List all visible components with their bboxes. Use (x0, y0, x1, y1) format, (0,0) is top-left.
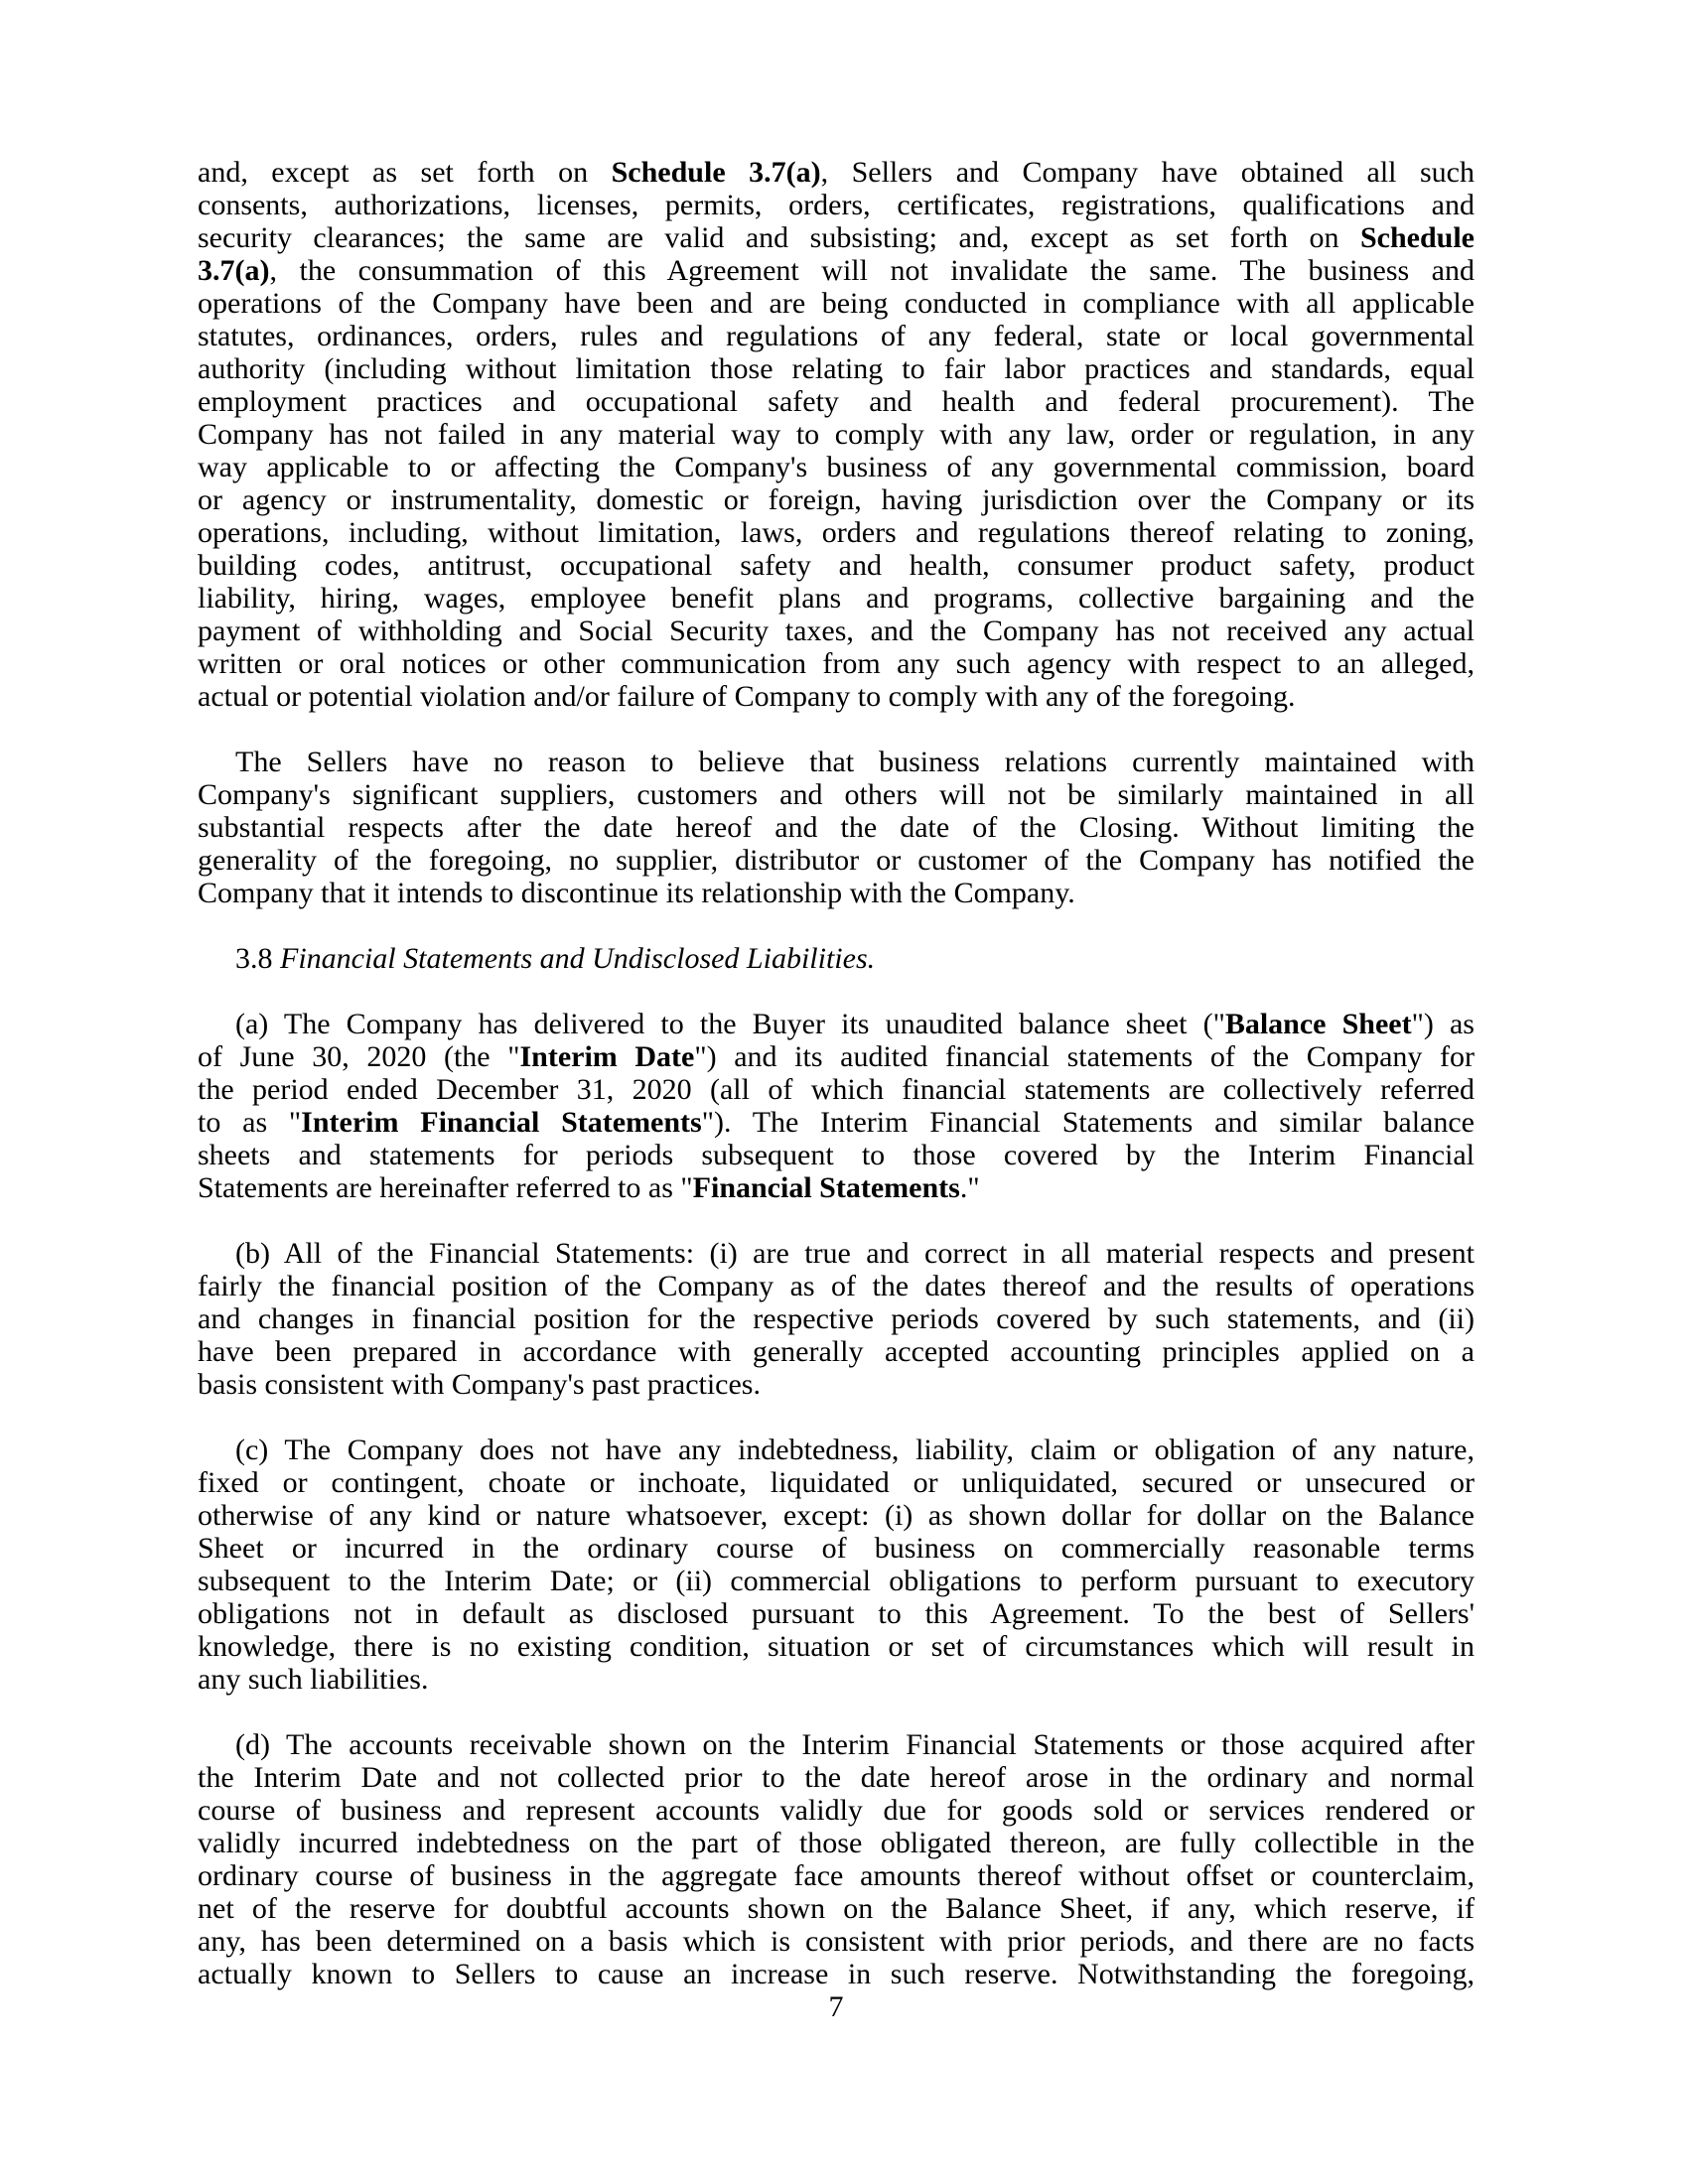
text-line (198, 614, 1475, 647)
text-segment: otherwise of any kind or nature whatsoever, except: (i) as shown dollar for dollar on the Balance (198, 1499, 1475, 1532)
text-segment: and changes in financial position for the respective periods covered by such statements, and (ii) (198, 1302, 1475, 1335)
paragraph (198, 1237, 1475, 1401)
text-line (198, 287, 1475, 320)
text-segment: of June 30, 2020 (the " (198, 1040, 520, 1073)
text-segment: and, except as set forth on (198, 156, 612, 189)
text-line (198, 1827, 1475, 1859)
text-segment: generality of the foregoing, no supplier, distributor or customer of the Company has notified the (198, 844, 1475, 877)
text-line (198, 811, 1475, 844)
text-line (198, 1794, 1475, 1827)
text-segment: have been prepared in accordance with generally accepted accounting principles applied on a (198, 1335, 1475, 1368)
text-line (198, 844, 1475, 877)
text-line (198, 1958, 1475, 1990)
text-segment: ." (959, 1171, 980, 1204)
text-line (198, 254, 1475, 287)
text-line (198, 385, 1475, 418)
text-segment: any such liabilities. (198, 1663, 429, 1696)
text-segment: ") as (1411, 1008, 1475, 1040)
paragraph (198, 1433, 1475, 1696)
text-segment: the period ended December 31, 2020 (all of which financial statements are collectively referred (198, 1073, 1475, 1106)
text-segment: building codes, antitrust, occupational safety and health, consumer product safety, product (198, 549, 1475, 582)
bold-term: Schedule (1359, 221, 1475, 254)
text-line (198, 1597, 1475, 1630)
text-segment: (b) All of the Financial Statements: (i) are true and correct in all material respects and present (235, 1237, 1475, 1270)
document-body (198, 156, 1475, 1990)
text-line (198, 352, 1475, 385)
text-segment: authority (including without limitation those relating to fair labor practices and standards, equal (198, 352, 1475, 385)
text-segment: ordinary course of business in the aggregate face amounts thereof without offset or counterclaim, (198, 1859, 1475, 1892)
bold-term: Financial Statements (692, 1171, 960, 1204)
text-line (198, 1335, 1475, 1368)
text-line (198, 483, 1475, 516)
text-segment: ") and its audited financial statements of the Company for (694, 1040, 1475, 1073)
text-segment: Company that it intends to discontinue its relationship with the Company. (198, 877, 1075, 909)
bold-term: Balance Sheet (1224, 1008, 1412, 1040)
text-segment: actually known to Sellers to cause an increase in such reserve. Notwithstanding the foregoing, (198, 1958, 1475, 1990)
text-line (198, 516, 1475, 549)
paragraph (198, 156, 1475, 713)
paragraph (198, 746, 1475, 909)
text-segment: liability, hiring, wages, employee benefit plans and programs, collective bargaining and the (198, 582, 1475, 614)
text-segment: Sheet or incurred in the ordinary course of business on commercially reasonable terms (198, 1532, 1475, 1565)
text-segment: validly incurred indebtedness on the part of those obligated thereon, are fully collectible in the (198, 1827, 1475, 1859)
text-segment: net of the reserve for doubtful accounts shown on the Balance Sheet, if any, which reserve, if (198, 1892, 1475, 1925)
text-line (198, 1925, 1475, 1958)
bold-term: Interim Date (519, 1040, 695, 1073)
text-segment: fairly the financial position of the Company as of the dates thereof and the results of operations (198, 1270, 1475, 1302)
text-segment: payment of withholding and Social Security taxes, and the Company has not received any actual (198, 614, 1475, 647)
text-line (198, 221, 1475, 254)
text-line (198, 746, 1475, 778)
text-line (198, 680, 1475, 713)
text-line (198, 156, 1475, 189)
text-segment: (a) The Company has delivered to the Buyer its unaudited balance sheet (" (235, 1008, 1225, 1040)
text-segment: statutes, ordinances, orders, rules and regulations of any federal, state or local governmental (198, 320, 1475, 352)
document-page (198, 156, 1475, 2023)
text-segment: written or oral notices or other communication from any such agency with respect to an alleged, (198, 647, 1475, 680)
text-line (198, 1859, 1475, 1892)
text-line (198, 1040, 1475, 1073)
text-line (198, 1270, 1475, 1302)
text-line (198, 1106, 1475, 1139)
text-segment: security clearances; the same are valid and subsisting; and, except as set forth on (198, 221, 1360, 254)
text-line (198, 1532, 1475, 1565)
text-line (198, 1728, 1475, 1761)
text-segment: to as " (198, 1106, 302, 1139)
text-line (198, 418, 1475, 451)
text-line (198, 1630, 1475, 1663)
text-segment: or agency or instrumentality, domestic or foreign, having jurisdiction over the Company or its (198, 483, 1475, 516)
text-line (198, 1499, 1475, 1532)
bold-term: Interim Financial Statements (301, 1106, 702, 1139)
text-line (198, 1368, 1475, 1401)
text-segment: subsequent to the Interim Date; or (ii) commercial obligations to perform pursuant to executory (198, 1565, 1475, 1597)
text-line (198, 1892, 1475, 1925)
text-segment: basis consistent with Company's past practices. (198, 1368, 761, 1401)
text-segment: actual or potential violation and/or failure of Company to comply with any of the foregoing. (198, 680, 1296, 713)
text-segment: operations, including, without limitation, laws, orders and regulations thereof relating to zoning, (198, 516, 1475, 549)
text-line (198, 451, 1475, 483)
paragraph (198, 1008, 1475, 1204)
text-line (198, 877, 1475, 909)
text-segment: any, has been determined on a basis which is consistent with prior periods, and there are no facts (198, 1925, 1475, 1958)
text-segment: , Sellers and Company have obtained all such (820, 156, 1475, 189)
text-segment: the Interim Date and not collected prior to the date hereof arose in the ordinary and normal (198, 1761, 1475, 1794)
text-line (198, 1171, 1475, 1204)
text-line (198, 1237, 1475, 1270)
text-segment: obligations not in default as disclosed pursuant to this Agreement. To the best of Sellers' (198, 1597, 1475, 1630)
text-line (198, 1139, 1475, 1171)
bold-term: 3.7(a) (198, 254, 270, 287)
text-segment: The Sellers have no reason to believe that business relations currently maintained with (235, 746, 1475, 778)
text-segment: 3.8 (235, 942, 280, 975)
text-line (198, 1466, 1475, 1499)
text-segment: operations of the Company have been and are being conducted in compliance with all applicable (198, 287, 1475, 320)
paragraph (198, 1728, 1475, 1990)
text-line (198, 1302, 1475, 1335)
text-line (198, 320, 1475, 352)
bold-term: Schedule 3.7(a) (611, 156, 821, 189)
text-segment: course of business and represent accounts validly due for goods sold or services rendered or (198, 1794, 1475, 1827)
text-line (198, 1433, 1475, 1466)
text-segment: "). The Interim Financial Statements and similar balance (701, 1106, 1475, 1139)
text-segment: fixed or contingent, choate or inchoate, liquidated or unliquidated, secured or unsecured or (198, 1466, 1475, 1499)
text-segment: knowledge, there is no existing condition, situation or set of circumstances which will result in (198, 1630, 1475, 1663)
text-segment: way applicable to or affecting the Company's business of any governmental commission, board (198, 451, 1475, 483)
text-segment: substantial respects after the date hereof and the date of the Closing. Without limiting the (198, 811, 1475, 844)
text-line (198, 1073, 1475, 1106)
text-segment: , the consummation of this Agreement will not invalidate the same. The business and (269, 254, 1475, 287)
text-segment: Company's significant suppliers, customers and others will not be similarly maintained in all (198, 778, 1475, 811)
text-line (198, 1565, 1475, 1597)
text-line (198, 189, 1475, 221)
text-segment: Company has not failed in any material way to comply with any law, order or regulation, in any (198, 418, 1475, 451)
paragraph (198, 942, 1475, 975)
page-number: 7 (828, 1990, 844, 2023)
text-segment: consents, authorizations, licenses, permits, orders, certificates, registrations, qualifications and (198, 189, 1475, 221)
section-heading: Financial Statements and Undisclosed Liabilities. (280, 942, 876, 975)
text-line (198, 582, 1475, 614)
text-line (198, 1761, 1475, 1794)
text-line (198, 778, 1475, 811)
text-line (198, 549, 1475, 582)
text-segment: employment practices and occupational safety and health and federal procurement). The (198, 385, 1475, 418)
text-line (198, 942, 1475, 975)
text-line (198, 1663, 1475, 1696)
text-segment: (c) The Company does not have any indebtedness, liability, claim or obligation of any nature, (235, 1433, 1475, 1466)
text-segment: sheets and statements for periods subsequent to those covered by the Interim Financial (198, 1139, 1475, 1171)
text-segment: Statements are hereinafter referred to as " (198, 1171, 693, 1204)
text-line (198, 1008, 1475, 1040)
text-line (198, 647, 1475, 680)
text-segment: (d) The accounts receivable shown on the Interim Financial Statements or those acquired after (235, 1728, 1475, 1761)
